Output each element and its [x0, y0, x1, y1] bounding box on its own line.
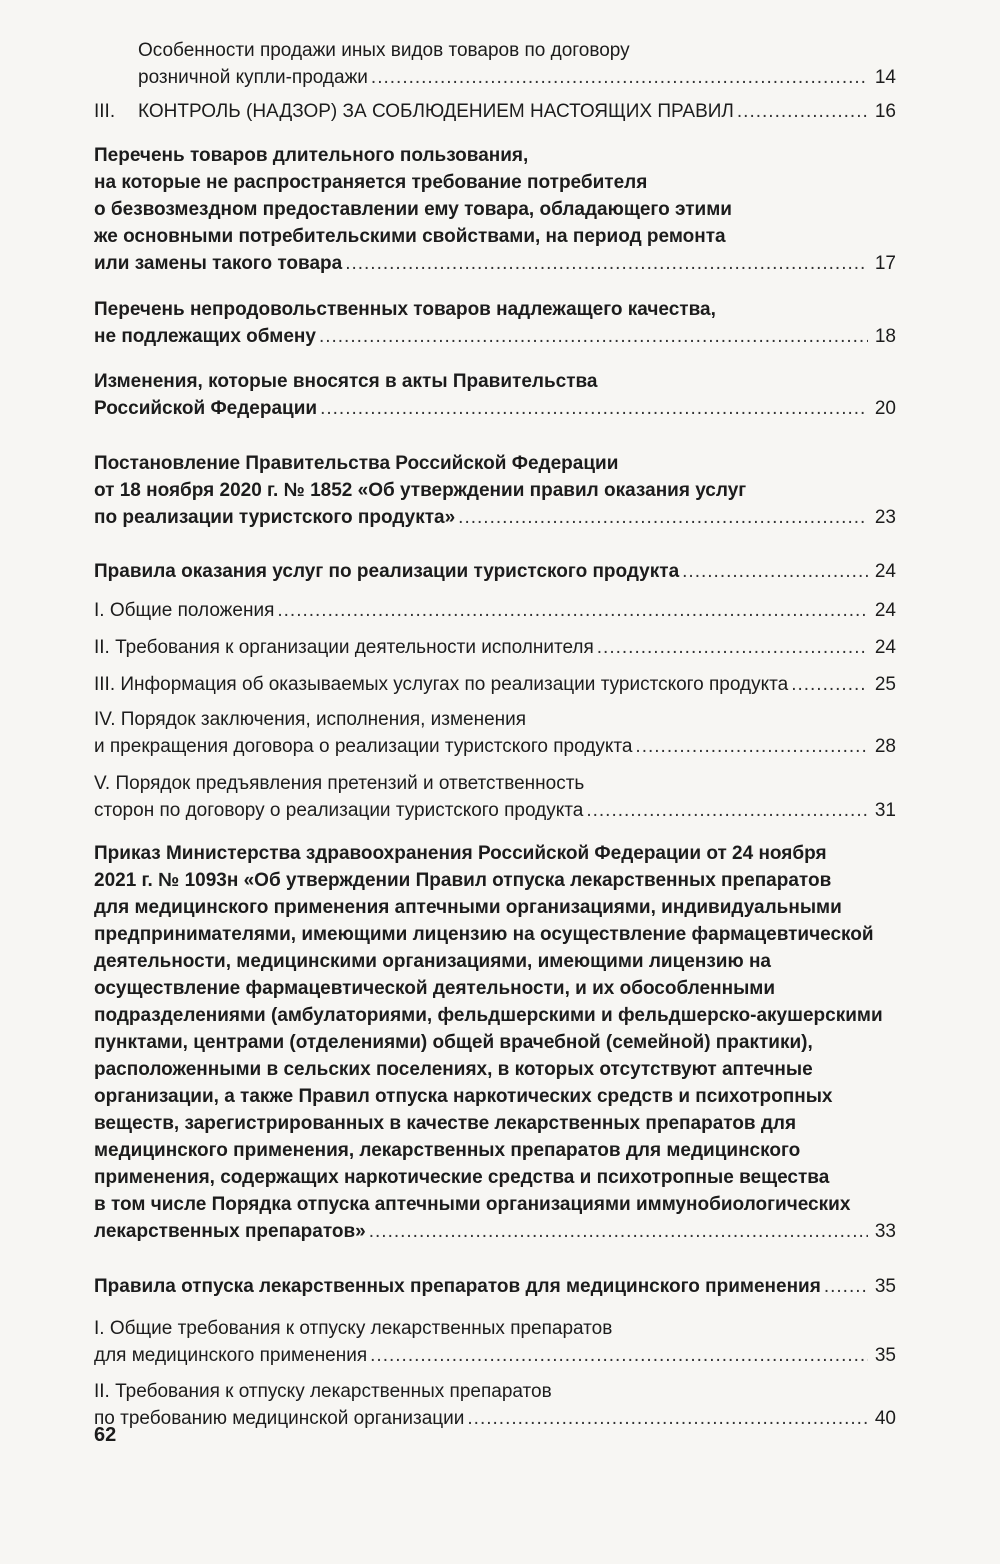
toc-entry-line: II. Требования к организации деятельности исполнителя — [94, 637, 594, 658]
dot-leader — [458, 504, 868, 531]
toc-entry-line: деятельности, медицинскими организациями, имеющими лицензию на — [94, 951, 771, 972]
toc-entry-last-line — [94, 1342, 896, 1369]
dot-leader — [370, 1342, 868, 1369]
page-number: 35 — [874, 1276, 896, 1297]
toc-entry — [94, 840, 896, 1245]
toc-entry-last-line — [94, 597, 896, 624]
toc-entry-line: на которые не распространяется требование потребителя — [94, 172, 648, 193]
toc-entry-last-line — [94, 1218, 896, 1245]
toc-entry-line: I. Общие требования к отпуску лекарственных препаратов — [94, 1318, 613, 1339]
toc-entry-line: лекарственных препаратов» — [94, 1221, 366, 1242]
dot-leader — [277, 597, 868, 624]
page-folio: 62 — [94, 1424, 117, 1446]
toc-entry-line: Перечень непродовольственных товаров надлежащего качества, — [94, 299, 716, 320]
toc-entry-line: и прекращения договора о реализации туристского продукта — [94, 736, 633, 757]
toc-entry-line: IV. Порядок заключения, исполнения, изменения — [94, 709, 527, 730]
dot-leader — [586, 797, 868, 824]
page-number: 35 — [874, 1345, 896, 1366]
toc-entry-line: или замены такого товара — [94, 253, 343, 274]
toc-entry-line: не подлежащих обмену — [94, 326, 316, 347]
toc-entry-line: КОНТРОЛЬ (НАДЗОР) ЗА СОБЛЮДЕНИЕМ НАСТОЯЩИХ ПРАВИЛ — [138, 101, 734, 122]
toc-entry-line: Постановление Правительства Российской Федерации — [94, 453, 619, 474]
page-number: 25 — [874, 674, 896, 695]
toc-entry-line: Перечень товаров длительного пользования, — [94, 145, 529, 166]
toc-entry — [94, 706, 896, 760]
toc-entry-line: по требованию медицинской организации — [94, 1408, 465, 1429]
toc-entry-line: Правила оказания услуг по реализации туристского продукта — [94, 561, 680, 582]
page-number: 31 — [874, 800, 896, 821]
toc-entry — [138, 37, 896, 91]
toc-entry-line: розничной купли-продажи — [138, 67, 368, 88]
toc-entry-last-line — [94, 1405, 896, 1432]
toc-entry-last-line — [94, 797, 896, 824]
toc-entry-last-line — [94, 250, 896, 277]
toc-entry-line: сторон по договору о реализации туристского продукта — [94, 800, 584, 821]
toc-entry-line: от 18 ноября 2020 г. № 1852 «Об утверждении правил оказания услуг — [94, 480, 747, 501]
page-number: 16 — [874, 101, 896, 122]
toc-entry-line: II. Требования к отпуску лекарственных препаратов — [94, 1381, 552, 1402]
toc-entry-line: Изменения, которые вносятся в акты Правительства — [94, 371, 598, 392]
toc-entry — [94, 368, 896, 422]
toc-entry-line: о безвозмездном предоставлении ему товара, обладающего этими — [94, 199, 732, 220]
dot-leader — [371, 64, 868, 91]
toc-entry — [94, 634, 896, 661]
toc-entry-last-line — [94, 395, 896, 422]
page-number: 20 — [874, 398, 896, 419]
toc-entry — [94, 1315, 896, 1369]
toc-entry-line: для медицинского применения аптечными организациями, индивидуальными — [94, 897, 842, 918]
toc-entry-last-line — [94, 671, 896, 698]
toc-entry-line: для медицинского применения — [94, 1345, 368, 1366]
toc-entry — [94, 296, 896, 350]
toc-entry-line: Особенности продажи иных видов товаров по договору — [138, 40, 630, 61]
dot-leader — [791, 671, 868, 698]
toc-entry — [94, 558, 896, 585]
dot-leader — [369, 1218, 868, 1245]
toc-entry-line: I. Общие положения — [94, 600, 275, 621]
toc-entry — [94, 597, 896, 624]
dot-leader — [319, 323, 868, 350]
dot-leader — [635, 733, 868, 760]
toc-entry-line: веществ, зарегистрированных в качестве лекарственных препаратов для — [94, 1113, 797, 1134]
toc-entry-line: пунктами, центрами (отделениями) общей врачебной (семейной) практики), — [94, 1032, 813, 1053]
dot-leader — [824, 1273, 868, 1300]
toc-entry-title — [94, 98, 734, 125]
toc-entry-line: в том числе Порядка отпуска аптечными организациями иммунобиологических — [94, 1194, 851, 1215]
dot-leader — [320, 395, 868, 422]
toc-entry — [94, 1378, 896, 1432]
toc-entry-last-line — [94, 98, 896, 125]
dot-leader — [345, 250, 868, 277]
toc-entry — [94, 98, 896, 125]
page-number: 14 — [874, 67, 896, 88]
toc-entry-last-line — [138, 64, 896, 91]
toc-entry-last-line — [94, 558, 896, 585]
page-number: 17 — [874, 253, 896, 274]
toc-entry-line: организации, а также Правил отпуска наркотических средств и психотропных — [94, 1086, 833, 1107]
toc-entry-last-line — [94, 504, 896, 531]
dot-leader — [597, 634, 868, 661]
toc-entry-line: III. Информация об оказываемых услугах по реализации туристского продукта — [94, 674, 789, 695]
toc-entry — [94, 671, 896, 698]
page-number: 24 — [874, 561, 896, 582]
toc-entry-line: применения, содержащих наркотические средства и психотропные вещества — [94, 1167, 830, 1188]
toc-entry-line: Приказ Министерства здравоохранения Российской Федерации от 24 ноября — [94, 843, 827, 864]
toc-entry-line: 2021 г. № 1093н «Об утверждении Правил отпуска лекарственных препаратов — [94, 870, 832, 891]
toc-entry — [94, 1273, 896, 1300]
toc-entry-line: по реализации туристского продукта» — [94, 507, 456, 528]
toc-entry-line: медицинского применения, лекарственных препаратов для медицинского — [94, 1140, 801, 1161]
dot-leader — [682, 558, 868, 585]
toc-entry-line: расположенными в сельских поселениях, в которых отсутствуют аптечные — [94, 1059, 813, 1080]
toc-entry-last-line — [94, 733, 896, 760]
dot-leader — [467, 1405, 868, 1432]
toc-entry-line: предпринимателями, имеющими лицензию на осуществление фармацевтической — [94, 924, 874, 945]
toc-entry — [94, 142, 896, 277]
page-number: 40 — [874, 1408, 896, 1429]
toc-entry-last-line — [94, 323, 896, 350]
toc-entry-line: же основными потребительскими свойствами, на период ремонта — [94, 226, 726, 247]
toc-entry — [94, 770, 896, 824]
toc-entry — [94, 450, 896, 531]
section-numeral: III. — [94, 101, 116, 122]
toc-entry-line: V. Порядок предъявления претензий и ответственность — [94, 773, 585, 794]
page-number: 23 — [874, 507, 896, 528]
toc-entry-line: осуществление фармацевтической деятельности, и их обособленными — [94, 978, 776, 999]
toc-entry-last-line — [94, 1273, 896, 1300]
dot-leader — [737, 98, 868, 125]
page-number: 33 — [874, 1221, 896, 1242]
toc-entry-line: Российской Федерации — [94, 398, 318, 419]
toc-entry-line: подразделениями (амбулаториями, фельдшерскими и фельдшерско-акушерскими — [94, 1005, 883, 1026]
page-number: 28 — [874, 736, 896, 757]
toc-entry-line: Правила отпуска лекарственных препаратов для медицинского применения — [94, 1276, 821, 1297]
page-number: 24 — [874, 637, 896, 658]
page-number: 24 — [874, 600, 896, 621]
toc-entry-last-line — [94, 634, 896, 661]
page-number: 18 — [874, 326, 896, 347]
